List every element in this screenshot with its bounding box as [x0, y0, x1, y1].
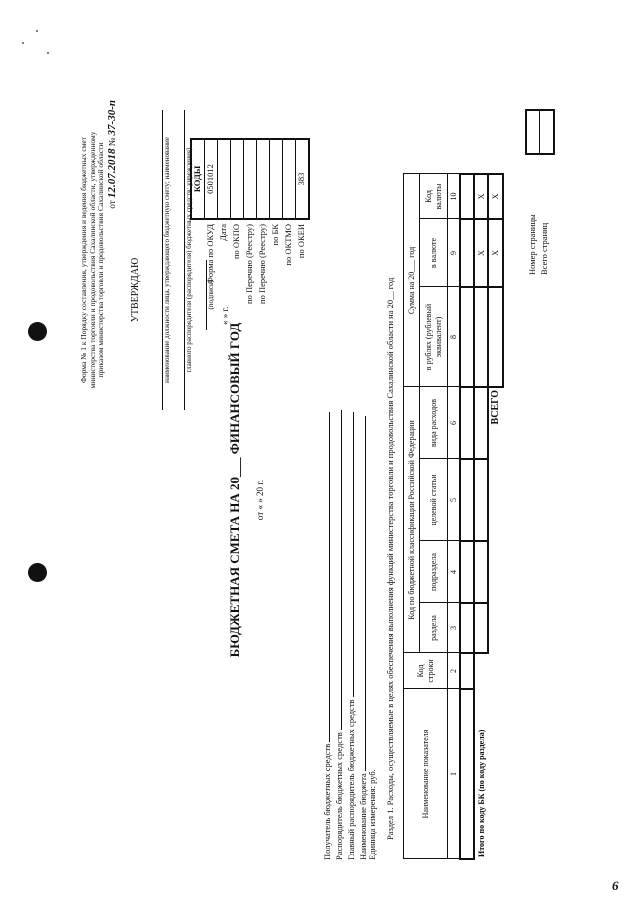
approval-line2 — [174, 110, 185, 410]
th-bk-group: Код по бюджетной классификации Российской Федерации — [404, 387, 420, 653]
x-mark: X — [474, 219, 488, 287]
th-sum-group: Сумма на 20___ год — [404, 174, 420, 387]
code-oktmo — [283, 139, 296, 219]
approval-title: УТВЕРЖДАЮ — [130, 257, 141, 323]
form-note — [80, 100, 119, 420]
code-label-perechen2: по Перечню (Реестру) — [257, 224, 267, 304]
code-label-date: Дата — [218, 224, 228, 241]
approval-official-caption1: наименование должности лица, утверждающего бюджетную смету; наименование — [163, 137, 171, 383]
th-val: в валюте — [420, 219, 448, 287]
total-all-label: ВСЕГО — [490, 389, 502, 425]
approval-official-line — [150, 110, 163, 410]
field-distributor: Распорядитель бюджетных средств — [332, 360, 345, 860]
page-number: 6 — [612, 878, 619, 893]
form-note-line2: министерства торговли и продовольствия Сахалинской области, утвержденному — [87, 131, 97, 389]
code-okud: 0501012 — [205, 139, 218, 219]
scan-speck — [47, 52, 49, 54]
approval-date: « » г. — [220, 306, 230, 325]
budget-form-sheet — [70, 90, 630, 890]
form-note-line1: Форма № 1 к Порядку составления, утверждения и ведения бюджетных смет — [79, 136, 88, 384]
field-main-distributor: Главный распорядитель бюджетных средств — [344, 360, 357, 860]
code-perechen1 — [244, 139, 257, 219]
code-bk — [270, 139, 283, 219]
code-label-okpo: по ОКПО — [231, 224, 241, 260]
footer-page-no: Номер страницы — [527, 214, 537, 275]
code-okpo — [231, 139, 244, 219]
num-cell: 4 — [448, 541, 461, 603]
table-row-total-all — [488, 114, 503, 859]
form-note-line3: приказом министерства торговли и продовольствия Сахалинской области — [96, 142, 106, 378]
num-cell: 6 — [448, 387, 461, 459]
expenses-table — [403, 114, 504, 860]
th-target: целевой статьи — [420, 459, 448, 541]
x-mark: X — [488, 219, 503, 287]
th-razdel: раздела — [420, 603, 448, 653]
total-bk-label: Итого по коду БК (по коду раздела) — [474, 653, 488, 859]
order-number: 37-30-п — [105, 100, 118, 136]
table-row-numbers — [448, 114, 461, 859]
table-row-total-bk — [474, 114, 488, 859]
th-podrazdel: подраздела — [420, 541, 448, 603]
table-row — [460, 114, 474, 859]
code-label-perechen1: по Перечню (Реестру) — [244, 224, 254, 304]
form-note-order: от 12.07.2018 № 37-30-п — [105, 100, 118, 209]
code-label-okud: Форма по ОКУД — [205, 224, 215, 284]
th-vid: вида расходов — [420, 387, 448, 459]
th-val-code: Код валюты — [420, 174, 448, 219]
code-label-okei: по ОКЕИ — [296, 224, 306, 259]
num-cell: 1 — [448, 689, 461, 859]
code-okei: 383 — [296, 139, 310, 219]
x-mark: X — [488, 174, 503, 219]
num-cell: 9 — [448, 219, 461, 287]
th-name: Наименование показателя — [404, 689, 448, 859]
codes-table — [190, 138, 310, 220]
field-recipient: Получатель бюджетных средств — [320, 360, 333, 860]
codes-header: КОДЫ — [191, 139, 205, 219]
num-cell: 3 — [448, 603, 461, 653]
num-cell: 10 — [448, 174, 461, 219]
code-date — [218, 139, 231, 219]
code-label-bk: по БК — [270, 224, 280, 246]
code-perechen2 — [257, 139, 270, 219]
field-budget-name: Наименование бюджета — [356, 360, 369, 860]
approval-signature-caption: (подпись) — [207, 280, 215, 310]
document-date: от « » 20 г. — [255, 479, 265, 521]
num-cell: 2 — [448, 653, 461, 689]
binder-hole-bottom — [28, 563, 47, 582]
field-unit: Единица измерения: руб. — [367, 769, 377, 860]
th-code: Код строки — [404, 653, 448, 689]
th-rub: в рублях (рублевый эквивалент) — [420, 287, 448, 387]
footer-page-total: Всего страниц — [539, 222, 549, 275]
x-mark: X — [474, 174, 488, 219]
document-title: БЮДЖЕТНАЯ СМЕТА НА 20___ ФИНАНСОВЫЙ ГОД — [227, 322, 242, 658]
section-title: Раздел 1. Расходы, осуществляемые в целях обеспечения выполнения функций министерства торговли и продовольствия Сахалинской области на 20__ год — [385, 277, 395, 840]
scan-speck — [36, 30, 38, 32]
order-date: 12.07.2018 — [105, 148, 118, 199]
approval-official-caption2: главного распорядителя (распорядителя) бюджетных средств; учреждения) — [185, 147, 193, 373]
num-cell: 8 — [448, 287, 461, 387]
code-label-oktmo: по ОКТМО — [283, 224, 293, 266]
footer-page-box — [525, 109, 555, 155]
scan-speck — [22, 42, 24, 44]
binder-hole-top — [28, 322, 47, 341]
num-cell: 5 — [448, 459, 461, 541]
